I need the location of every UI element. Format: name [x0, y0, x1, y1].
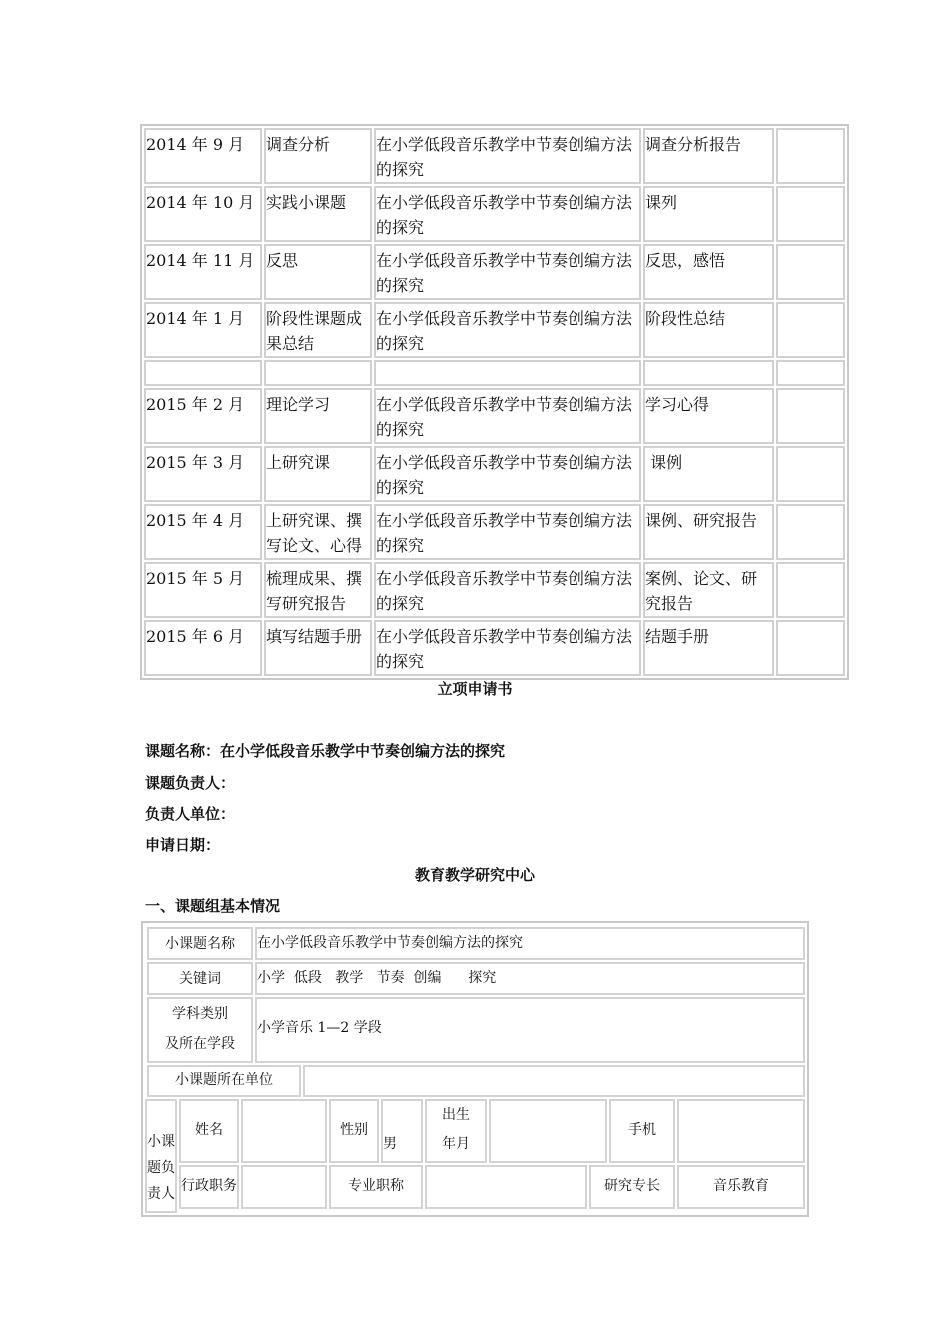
output-cell: 课列 [643, 186, 774, 242]
output-cell: 反思，感悟 [643, 244, 774, 300]
blank-cell [776, 186, 845, 242]
admin-value [241, 1165, 327, 1209]
phone-value [677, 1099, 805, 1163]
output-cell: 课例、研究报告 [643, 504, 774, 560]
schedule-row [144, 128, 845, 184]
keywords-value: 小学 低段 教学 节奏 创编 探究 [255, 962, 805, 995]
topic-cell: 在小学低段音乐教学中节奏创编方法的探究 [374, 446, 641, 502]
date-line: 申请日期： [145, 836, 221, 854]
date-cell: 2015 年 6 月 [144, 620, 262, 676]
gender-value: 男 [381, 1099, 423, 1163]
date-cell: 2015 年 4 月 [144, 504, 262, 560]
application-title: 立项申请书 [437, 680, 513, 698]
leader-label-line2: 题负 [147, 1160, 175, 1176]
activity-cell: 反思 [264, 244, 372, 300]
schedule-row [144, 244, 845, 300]
name-value [241, 1099, 327, 1163]
phone-label: 手机 [609, 1099, 675, 1163]
unit-line: 负责人单位： [145, 805, 236, 823]
blank-cell [776, 244, 845, 300]
birth-label-line1: 出生 [442, 1107, 470, 1123]
name-label: 姓名 [179, 1099, 239, 1163]
blank-cell [776, 504, 845, 560]
pro-title-value [425, 1165, 587, 1209]
topic-cell: 在小学低段音乐教学中节奏创编方法的探究 [374, 186, 641, 242]
activity-cell [264, 360, 372, 386]
specialty-label: 研究专长 [589, 1165, 675, 1209]
schedule-row [144, 388, 845, 444]
admin-label: 行政职务 [179, 1165, 239, 1209]
topic-cell: 在小学低段音乐教学中节奏创编方法的探究 [374, 388, 641, 444]
blank-cell [776, 388, 845, 444]
schedule-row [144, 302, 845, 358]
date-cell: 2014 年 10 月 [144, 186, 262, 242]
pro-title-label: 专业职称 [329, 1165, 423, 1209]
keywords-label: 关键词 [147, 962, 253, 995]
activity-cell: 填写结题手册 [264, 620, 372, 676]
basic-info-table [141, 921, 809, 1217]
leader-label-line3: 责人 [147, 1186, 175, 1202]
output-cell: 学习心得 [643, 388, 774, 444]
subject-label-line1: 学科类别 [172, 1006, 228, 1022]
output-cell: 案例、论文、研究报告 [643, 562, 774, 618]
leader-label [145, 1099, 177, 1213]
schedule-row [144, 360, 845, 386]
schedule-row [144, 186, 845, 242]
specialty-value: 音乐教育 [677, 1165, 805, 1209]
activity-cell: 阶段性课题成果总结 [264, 302, 372, 358]
date-cell: 2014 年 1 月 [144, 302, 262, 358]
subject-value: 小学音乐 1—2 学段 [255, 997, 805, 1063]
date-cell: 2015 年 2 月 [144, 388, 262, 444]
birth-label-line2: 年月 [442, 1136, 470, 1152]
output-cell: 阶段性总结 [643, 302, 774, 358]
blank-cell [776, 562, 845, 618]
date-cell [144, 360, 262, 386]
unit-value [303, 1065, 805, 1097]
unit-label: 小课题所在单位 [147, 1065, 301, 1097]
activity-cell: 调查分析 [264, 128, 372, 184]
activity-cell: 理论学习 [264, 388, 372, 444]
activity-cell: 上研究课 [264, 446, 372, 502]
topic-cell: 在小学低段音乐教学中节奏创编方法的探究 [374, 128, 641, 184]
output-cell: 结题手册 [643, 620, 774, 676]
topic-cell: 在小学低段音乐教学中节奏创编方法的探究 [374, 562, 641, 618]
date-cell: 2014 年 11 月 [144, 244, 262, 300]
blank-cell [776, 302, 845, 358]
blank-cell [776, 620, 845, 676]
leader-line: 课题负责人： [145, 774, 236, 792]
activity-cell: 实践小课题 [264, 186, 372, 242]
topic-cell [374, 360, 641, 386]
center-name: 教育教学研究中心 [414, 866, 535, 884]
schedule-row [144, 620, 845, 676]
date-cell: 2015 年 5 月 [144, 562, 262, 618]
schedule-row [144, 504, 845, 560]
output-cell [643, 360, 774, 386]
topic-cell: 在小学低段音乐教学中节奏创编方法的探究 [374, 504, 641, 560]
activity-cell: 梳理成果、撰写研究报告 [264, 562, 372, 618]
schedule-row [144, 446, 845, 502]
topic-name-label: 小课题名称 [147, 927, 253, 960]
activity-cell: 上研究课、撰写论文、心得 [264, 504, 372, 560]
topic-cell: 在小学低段音乐教学中节奏创编方法的探究 [374, 244, 641, 300]
blank-cell [776, 128, 845, 184]
topic-cell: 在小学低段音乐教学中节奏创编方法的探究 [374, 620, 641, 676]
subject-label-line2: 及所在学段 [165, 1036, 235, 1052]
section-heading: 一、课题组基本情况 [145, 897, 281, 915]
gender-label: 性别 [329, 1099, 379, 1163]
blank-cell [776, 360, 845, 386]
output-cell: 调查分析报告 [643, 128, 774, 184]
subject-label [147, 997, 253, 1063]
schedule-table [140, 124, 849, 680]
blank-cell [776, 446, 845, 502]
birth-label [425, 1099, 487, 1163]
schedule-row [144, 562, 845, 618]
date-cell: 2014 年 9 月 [144, 128, 262, 184]
topic-cell: 在小学低段音乐教学中节奏创编方法的探究 [374, 302, 641, 358]
output-cell: 课例 [643, 446, 774, 502]
topic-name-line: 课题名称：在小学低段音乐教学中节奏创编方法的探究 [145, 742, 506, 760]
topic-name-value: 在小学低段音乐教学中节奏创编方法的探究 [255, 927, 805, 960]
date-cell: 2015 年 3 月 [144, 446, 262, 502]
leader-label-line1: 小课 [147, 1134, 175, 1150]
birth-value [489, 1099, 607, 1163]
